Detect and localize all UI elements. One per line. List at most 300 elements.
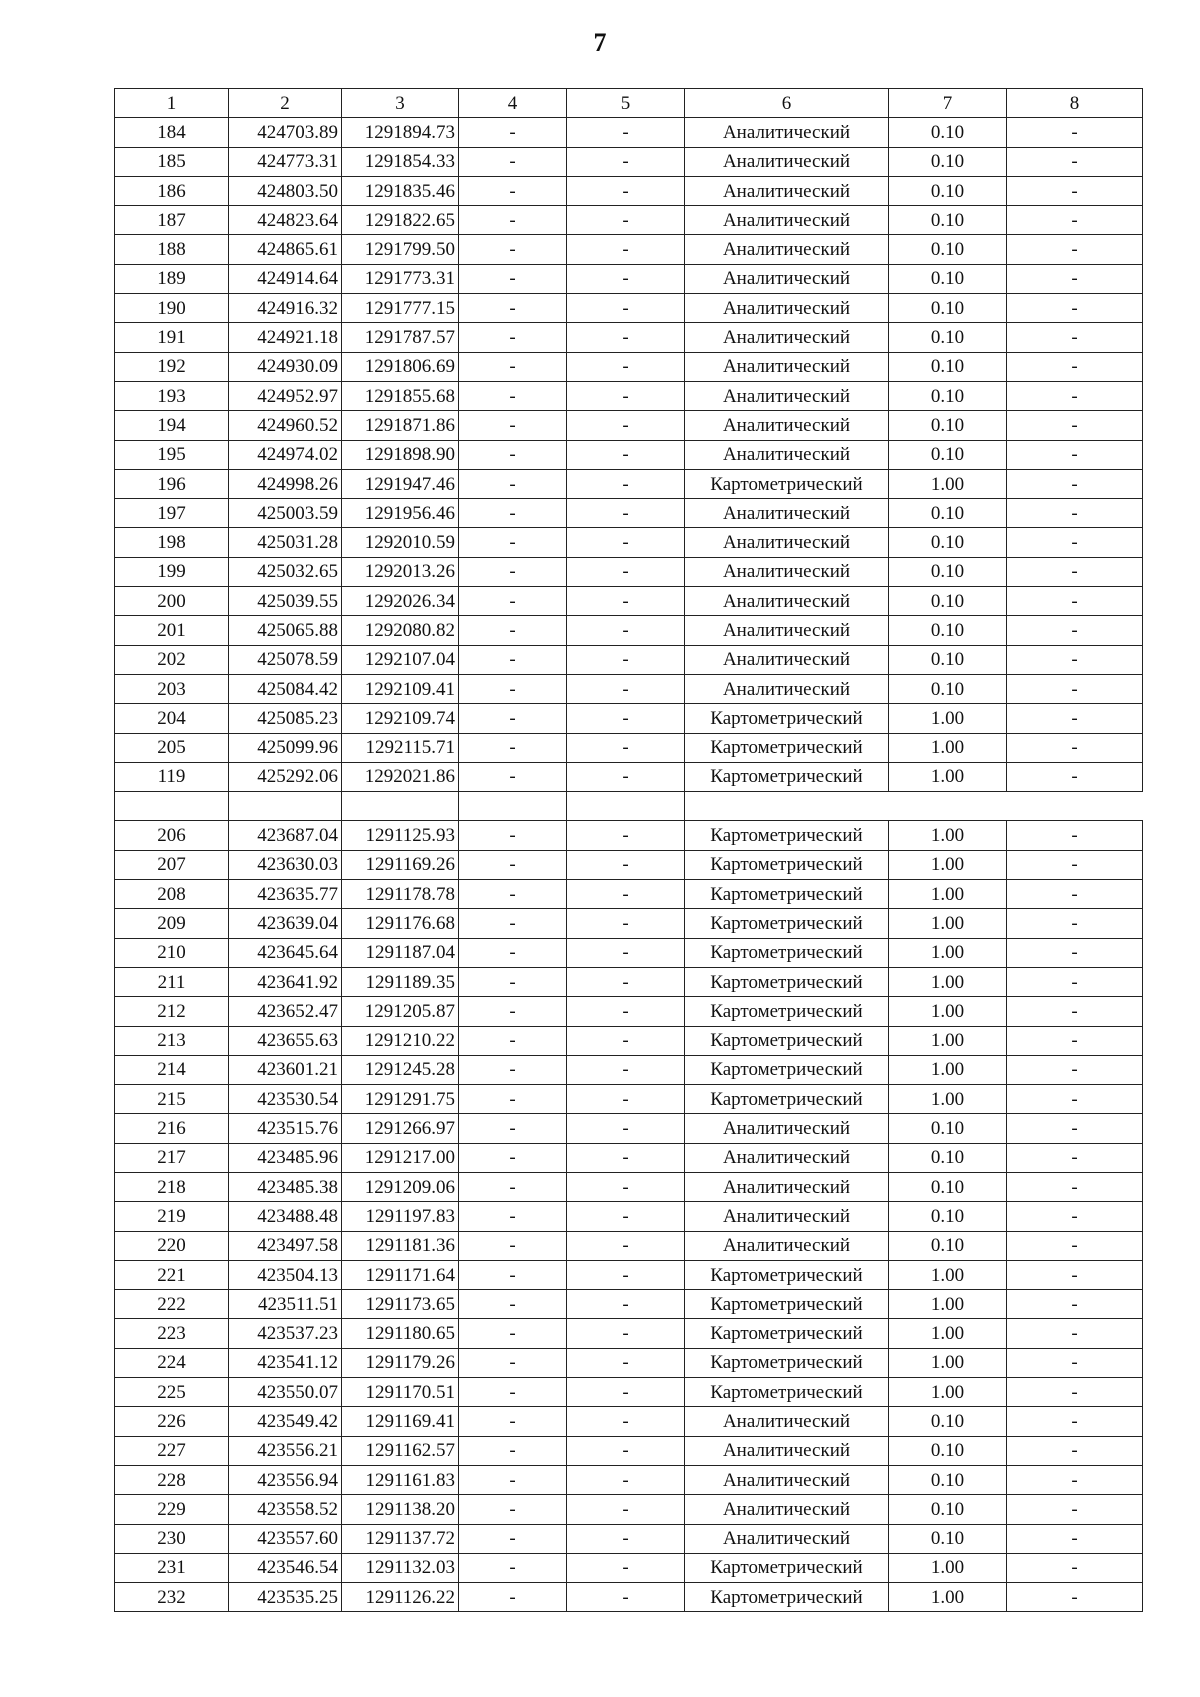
table-row xyxy=(115,1290,1143,1319)
point-number-cell: 194 xyxy=(115,411,229,440)
col8-cell: - xyxy=(1007,938,1143,967)
col4-cell: - xyxy=(459,1436,567,1465)
empty-cell xyxy=(459,792,567,821)
method-cell: Аналитический xyxy=(685,557,889,586)
col8-cell: - xyxy=(1007,1465,1143,1494)
x-coordinate-cell: 423558.52 xyxy=(229,1495,342,1524)
col5-cell: - xyxy=(567,821,685,850)
col8-cell: - xyxy=(1007,469,1143,498)
point-number-cell: 196 xyxy=(115,469,229,498)
method-cell: Картометрический xyxy=(685,997,889,1026)
method-cell: Картометрический xyxy=(685,762,889,791)
col8-cell: - xyxy=(1007,557,1143,586)
method-cell: Картометрический xyxy=(685,850,889,879)
point-number-cell: 208 xyxy=(115,880,229,909)
col4-cell: - xyxy=(459,206,567,235)
accuracy-cell: 1.00 xyxy=(889,1378,1007,1407)
y-coordinate-cell: 1291855.68 xyxy=(342,381,459,410)
y-coordinate-cell: 1291162.57 xyxy=(342,1436,459,1465)
method-cell: Аналитический xyxy=(685,1407,889,1436)
accuracy-cell: 0.10 xyxy=(889,1436,1007,1465)
y-coordinate-cell: 1291210.22 xyxy=(342,1026,459,1055)
empty-cell xyxy=(229,792,342,821)
col5-cell: - xyxy=(567,704,685,733)
method-cell: Аналитический xyxy=(685,1114,889,1143)
col5-cell: - xyxy=(567,381,685,410)
table-row xyxy=(115,352,1143,381)
table-row xyxy=(115,1085,1143,1114)
accuracy-cell: 0.10 xyxy=(889,528,1007,557)
column-header: 4 xyxy=(459,89,567,118)
header-row xyxy=(115,89,1143,118)
y-coordinate-cell: 1291217.00 xyxy=(342,1143,459,1172)
table-row xyxy=(115,1407,1143,1436)
accuracy-cell: 1.00 xyxy=(889,1348,1007,1377)
x-coordinate-cell: 425031.28 xyxy=(229,528,342,557)
x-coordinate-cell: 423485.38 xyxy=(229,1172,342,1201)
y-coordinate-cell: 1291773.31 xyxy=(342,264,459,293)
y-coordinate-cell: 1291161.83 xyxy=(342,1465,459,1494)
col4-cell: - xyxy=(459,499,567,528)
point-number-cell: 224 xyxy=(115,1348,229,1377)
col8-cell: - xyxy=(1007,499,1143,528)
col4-cell: - xyxy=(459,850,567,879)
y-coordinate-cell: 1291799.50 xyxy=(342,235,459,264)
col5-cell: - xyxy=(567,1143,685,1172)
y-coordinate-cell: 1291169.41 xyxy=(342,1407,459,1436)
table-row xyxy=(115,528,1143,557)
col8-cell: - xyxy=(1007,821,1143,850)
y-coordinate-cell: 1291291.75 xyxy=(342,1085,459,1114)
table-row xyxy=(115,1378,1143,1407)
y-coordinate-cell: 1291132.03 xyxy=(342,1553,459,1582)
y-coordinate-cell: 1291197.83 xyxy=(342,1202,459,1231)
x-coordinate-cell: 423556.21 xyxy=(229,1436,342,1465)
point-number-cell: 230 xyxy=(115,1524,229,1553)
y-coordinate-cell: 1292021.86 xyxy=(342,762,459,791)
point-number-cell: 218 xyxy=(115,1172,229,1201)
col4-cell: - xyxy=(459,1172,567,1201)
table-row xyxy=(115,645,1143,674)
table-row xyxy=(115,762,1143,791)
x-coordinate-cell: 423511.51 xyxy=(229,1290,342,1319)
method-cell: Картометрический xyxy=(685,1553,889,1582)
col5-cell: - xyxy=(567,1231,685,1260)
y-coordinate-cell: 1292109.74 xyxy=(342,704,459,733)
col5-cell: - xyxy=(567,1465,685,1494)
y-coordinate-cell: 1291137.72 xyxy=(342,1524,459,1553)
method-cell: Картометрический xyxy=(685,1055,889,1084)
col5-cell: - xyxy=(567,1583,685,1612)
y-coordinate-cell: 1291956.46 xyxy=(342,499,459,528)
col8-cell: - xyxy=(1007,147,1143,176)
col5-cell: - xyxy=(567,850,685,879)
x-coordinate-cell: 423556.94 xyxy=(229,1465,342,1494)
col8-cell: - xyxy=(1007,235,1143,264)
col5-cell: - xyxy=(567,733,685,762)
column-header: 8 xyxy=(1007,89,1143,118)
table-row xyxy=(115,1319,1143,1348)
col8-cell: - xyxy=(1007,206,1143,235)
accuracy-cell: 1.00 xyxy=(889,880,1007,909)
accuracy-cell: 1.00 xyxy=(889,821,1007,850)
accuracy-cell: 0.10 xyxy=(889,1407,1007,1436)
column-header: 2 xyxy=(229,89,342,118)
point-number-cell: 210 xyxy=(115,938,229,967)
col8-cell: - xyxy=(1007,118,1143,147)
method-cell: Аналитический xyxy=(685,1524,889,1553)
col4-cell: - xyxy=(459,1260,567,1289)
accuracy-cell: 1.00 xyxy=(889,1583,1007,1612)
accuracy-cell: 0.10 xyxy=(889,323,1007,352)
accuracy-cell: 0.10 xyxy=(889,1143,1007,1172)
table-row xyxy=(115,1055,1143,1084)
method-cell: Картометрический xyxy=(685,821,889,850)
col5-cell: - xyxy=(567,411,685,440)
col8-cell: - xyxy=(1007,528,1143,557)
col4-cell: - xyxy=(459,938,567,967)
table-row xyxy=(115,147,1143,176)
table-row xyxy=(115,1202,1143,1231)
table-row xyxy=(115,997,1143,1026)
col5-cell: - xyxy=(567,1348,685,1377)
col8-cell: - xyxy=(1007,1436,1143,1465)
table-row xyxy=(115,674,1143,703)
x-coordinate-cell: 423497.58 xyxy=(229,1231,342,1260)
point-number-cell: 188 xyxy=(115,235,229,264)
column-header: 5 xyxy=(567,89,685,118)
col8-cell: - xyxy=(1007,909,1143,938)
point-number-cell: 185 xyxy=(115,147,229,176)
col5-cell: - xyxy=(567,1407,685,1436)
x-coordinate-cell: 424930.09 xyxy=(229,352,342,381)
col5-cell: - xyxy=(567,1436,685,1465)
table-row xyxy=(115,1348,1143,1377)
point-number-cell: 193 xyxy=(115,381,229,410)
point-number-cell: 227 xyxy=(115,1436,229,1465)
y-coordinate-cell: 1291245.28 xyxy=(342,1055,459,1084)
point-number-cell: 220 xyxy=(115,1231,229,1260)
x-coordinate-cell: 425292.06 xyxy=(229,762,342,791)
table-row xyxy=(115,909,1143,938)
col4-cell: - xyxy=(459,880,567,909)
x-coordinate-cell: 423504.13 xyxy=(229,1260,342,1289)
accuracy-cell: 0.10 xyxy=(889,1524,1007,1553)
point-number-cell: 226 xyxy=(115,1407,229,1436)
method-cell: Картометрический xyxy=(685,938,889,967)
col5-cell: - xyxy=(567,1260,685,1289)
method-cell: Аналитический xyxy=(685,440,889,469)
col8-cell: - xyxy=(1007,1231,1143,1260)
y-coordinate-cell: 1291125.93 xyxy=(342,821,459,850)
accuracy-cell: 0.10 xyxy=(889,352,1007,381)
accuracy-cell: 1.00 xyxy=(889,1260,1007,1289)
x-coordinate-cell: 424960.52 xyxy=(229,411,342,440)
method-cell: Картометрический xyxy=(685,880,889,909)
col4-cell: - xyxy=(459,909,567,938)
accuracy-cell: 1.00 xyxy=(889,469,1007,498)
col8-cell: - xyxy=(1007,1524,1143,1553)
col5-cell: - xyxy=(567,967,685,996)
method-cell: Аналитический xyxy=(685,674,889,703)
col8-cell: - xyxy=(1007,1378,1143,1407)
table-row xyxy=(115,1465,1143,1494)
method-cell: Картометрический xyxy=(685,909,889,938)
x-coordinate-cell: 423550.07 xyxy=(229,1378,342,1407)
y-coordinate-cell: 1291126.22 xyxy=(342,1583,459,1612)
col5-cell: - xyxy=(567,176,685,205)
y-coordinate-cell: 1291179.26 xyxy=(342,1348,459,1377)
x-coordinate-cell: 425039.55 xyxy=(229,587,342,616)
accuracy-cell: 1.00 xyxy=(889,1319,1007,1348)
accuracy-cell: 1.00 xyxy=(889,733,1007,762)
col4-cell: - xyxy=(459,1407,567,1436)
method-cell: Аналитический xyxy=(685,411,889,440)
x-coordinate-cell: 424974.02 xyxy=(229,440,342,469)
x-coordinate-cell: 424703.89 xyxy=(229,118,342,147)
accuracy-cell: 1.00 xyxy=(889,997,1007,1026)
method-cell: Аналитический xyxy=(685,176,889,205)
table-row xyxy=(115,411,1143,440)
table-row xyxy=(115,440,1143,469)
col8-cell: - xyxy=(1007,1055,1143,1084)
y-coordinate-cell: 1292109.41 xyxy=(342,674,459,703)
col4-cell: - xyxy=(459,264,567,293)
col4-cell: - xyxy=(459,1114,567,1143)
column-header: 3 xyxy=(342,89,459,118)
col5-cell: - xyxy=(567,352,685,381)
col8-cell: - xyxy=(1007,645,1143,674)
col4-cell: - xyxy=(459,352,567,381)
method-cell: Аналитический xyxy=(685,118,889,147)
table-row xyxy=(115,118,1143,147)
col8-cell: - xyxy=(1007,1143,1143,1172)
col4-cell: - xyxy=(459,1553,567,1582)
col4-cell: - xyxy=(459,1495,567,1524)
point-number-cell: 119 xyxy=(115,762,229,791)
column-header: 1 xyxy=(115,89,229,118)
col4-cell: - xyxy=(459,967,567,996)
col8-cell: - xyxy=(1007,997,1143,1026)
point-number-cell: 228 xyxy=(115,1465,229,1494)
col8-cell: - xyxy=(1007,1348,1143,1377)
col5-cell: - xyxy=(567,1553,685,1582)
table-row xyxy=(115,880,1143,909)
col8-cell: - xyxy=(1007,1407,1143,1436)
table-row xyxy=(115,469,1143,498)
col8-cell: - xyxy=(1007,1495,1143,1524)
section-separator-row xyxy=(115,792,1143,821)
col4-cell: - xyxy=(459,176,567,205)
col4-cell: - xyxy=(459,762,567,791)
col5-cell: - xyxy=(567,674,685,703)
x-coordinate-cell: 424773.31 xyxy=(229,147,342,176)
col4-cell: - xyxy=(459,1465,567,1494)
col8-cell: - xyxy=(1007,411,1143,440)
col8-cell: - xyxy=(1007,1260,1143,1289)
page-number: 7 xyxy=(593,28,607,57)
y-coordinate-cell: 1291170.51 xyxy=(342,1378,459,1407)
accuracy-cell: 0.10 xyxy=(889,176,1007,205)
col5-cell: - xyxy=(567,587,685,616)
table-row xyxy=(115,821,1143,850)
point-number-cell: 203 xyxy=(115,674,229,703)
x-coordinate-cell: 423645.64 xyxy=(229,938,342,967)
coordinates-table xyxy=(114,88,1143,1612)
method-cell: Аналитический xyxy=(685,1202,889,1231)
point-number-cell: 201 xyxy=(115,616,229,645)
point-number-cell: 212 xyxy=(115,997,229,1026)
col5-cell: - xyxy=(567,1290,685,1319)
x-coordinate-cell: 424865.61 xyxy=(229,235,342,264)
empty-cell xyxy=(115,792,229,821)
point-number-cell: 197 xyxy=(115,499,229,528)
point-number-cell: 189 xyxy=(115,264,229,293)
col5-cell: - xyxy=(567,1378,685,1407)
col4-cell: - xyxy=(459,1143,567,1172)
point-number-cell: 187 xyxy=(115,206,229,235)
point-number-cell: 215 xyxy=(115,1085,229,1114)
accuracy-cell: 0.10 xyxy=(889,674,1007,703)
col8-cell: - xyxy=(1007,1319,1143,1348)
x-coordinate-cell: 424823.64 xyxy=(229,206,342,235)
col8-cell: - xyxy=(1007,1553,1143,1582)
col8-cell: - xyxy=(1007,616,1143,645)
table-row xyxy=(115,1260,1143,1289)
method-cell: Аналитический xyxy=(685,381,889,410)
col5-cell: - xyxy=(567,909,685,938)
x-coordinate-cell: 423546.54 xyxy=(229,1553,342,1582)
table-row xyxy=(115,1143,1143,1172)
y-coordinate-cell: 1291854.33 xyxy=(342,147,459,176)
y-coordinate-cell: 1291187.04 xyxy=(342,938,459,967)
y-coordinate-cell: 1291871.86 xyxy=(342,411,459,440)
col4-cell: - xyxy=(459,1055,567,1084)
col8-cell: - xyxy=(1007,1290,1143,1319)
y-coordinate-cell: 1291835.46 xyxy=(342,176,459,205)
y-coordinate-cell: 1292010.59 xyxy=(342,528,459,557)
col8-cell: - xyxy=(1007,880,1143,909)
col5-cell: - xyxy=(567,1319,685,1348)
col8-cell: - xyxy=(1007,1583,1143,1612)
point-number-cell: 223 xyxy=(115,1319,229,1348)
col8-cell: - xyxy=(1007,850,1143,879)
col8-cell: - xyxy=(1007,323,1143,352)
x-coordinate-cell: 424916.32 xyxy=(229,294,342,323)
accuracy-cell: 0.10 xyxy=(889,1172,1007,1201)
method-cell: Аналитический xyxy=(685,645,889,674)
point-number-cell: 192 xyxy=(115,352,229,381)
accuracy-cell: 0.10 xyxy=(889,587,1007,616)
point-number-cell: 204 xyxy=(115,704,229,733)
col4-cell: - xyxy=(459,1026,567,1055)
x-coordinate-cell: 425032.65 xyxy=(229,557,342,586)
method-cell: Аналитический xyxy=(685,1143,889,1172)
x-coordinate-cell: 425003.59 xyxy=(229,499,342,528)
accuracy-cell: 0.10 xyxy=(889,616,1007,645)
x-coordinate-cell: 423530.54 xyxy=(229,1085,342,1114)
x-coordinate-cell: 423515.76 xyxy=(229,1114,342,1143)
col8-cell: - xyxy=(1007,294,1143,323)
table-row xyxy=(115,1436,1143,1465)
y-coordinate-cell: 1291898.90 xyxy=(342,440,459,469)
point-number-cell: 190 xyxy=(115,294,229,323)
col5-cell: - xyxy=(567,1085,685,1114)
method-cell: Картометрический xyxy=(685,704,889,733)
table-row xyxy=(115,938,1143,967)
col5-cell: - xyxy=(567,469,685,498)
col5-cell: - xyxy=(567,645,685,674)
accuracy-cell: 0.10 xyxy=(889,381,1007,410)
col5-cell: - xyxy=(567,1202,685,1231)
col5-cell: - xyxy=(567,938,685,967)
point-number-cell: 232 xyxy=(115,1583,229,1612)
x-coordinate-cell: 424914.64 xyxy=(229,264,342,293)
accuracy-cell: 0.10 xyxy=(889,1495,1007,1524)
x-coordinate-cell: 424921.18 xyxy=(229,323,342,352)
col8-cell: - xyxy=(1007,967,1143,996)
y-coordinate-cell: 1291138.20 xyxy=(342,1495,459,1524)
y-coordinate-cell: 1292013.26 xyxy=(342,557,459,586)
y-coordinate-cell: 1291787.57 xyxy=(342,323,459,352)
col5-cell: - xyxy=(567,323,685,352)
method-cell: Картометрический xyxy=(685,1026,889,1055)
col5-cell: - xyxy=(567,294,685,323)
y-coordinate-cell: 1291205.87 xyxy=(342,997,459,1026)
table-row xyxy=(115,264,1143,293)
accuracy-cell: 1.00 xyxy=(889,762,1007,791)
col5-cell: - xyxy=(567,880,685,909)
point-number-cell: 191 xyxy=(115,323,229,352)
method-cell: Аналитический xyxy=(685,1495,889,1524)
x-coordinate-cell: 423541.12 xyxy=(229,1348,342,1377)
col5-cell: - xyxy=(567,997,685,1026)
y-coordinate-cell: 1292026.34 xyxy=(342,587,459,616)
column-header: 7 xyxy=(889,89,1007,118)
method-cell: Аналитический xyxy=(685,1231,889,1260)
method-cell: Аналитический xyxy=(685,616,889,645)
col4-cell: - xyxy=(459,1348,567,1377)
point-number-cell: 209 xyxy=(115,909,229,938)
col5-cell: - xyxy=(567,1026,685,1055)
point-number-cell: 213 xyxy=(115,1026,229,1055)
col4-cell: - xyxy=(459,381,567,410)
table-row xyxy=(115,1114,1143,1143)
point-number-cell: 207 xyxy=(115,850,229,879)
y-coordinate-cell: 1291178.78 xyxy=(342,880,459,909)
method-cell: Картометрический xyxy=(685,1378,889,1407)
x-coordinate-cell: 425065.88 xyxy=(229,616,342,645)
col4-cell: - xyxy=(459,821,567,850)
empty-cell xyxy=(685,792,1143,821)
x-coordinate-cell: 423535.25 xyxy=(229,1583,342,1612)
accuracy-cell: 0.10 xyxy=(889,1114,1007,1143)
point-number-cell: 202 xyxy=(115,645,229,674)
method-cell: Картометрический xyxy=(685,1260,889,1289)
accuracy-cell: 0.10 xyxy=(889,440,1007,469)
col8-cell: - xyxy=(1007,264,1143,293)
accuracy-cell: 1.00 xyxy=(889,1026,1007,1055)
method-cell: Аналитический xyxy=(685,1436,889,1465)
x-coordinate-cell: 425084.42 xyxy=(229,674,342,703)
x-coordinate-cell: 423485.96 xyxy=(229,1143,342,1172)
x-coordinate-cell: 423488.48 xyxy=(229,1202,342,1231)
col8-cell: - xyxy=(1007,1114,1143,1143)
point-number-cell: 186 xyxy=(115,176,229,205)
point-number-cell: 211 xyxy=(115,967,229,996)
accuracy-cell: 1.00 xyxy=(889,1055,1007,1084)
col5-cell: - xyxy=(567,528,685,557)
